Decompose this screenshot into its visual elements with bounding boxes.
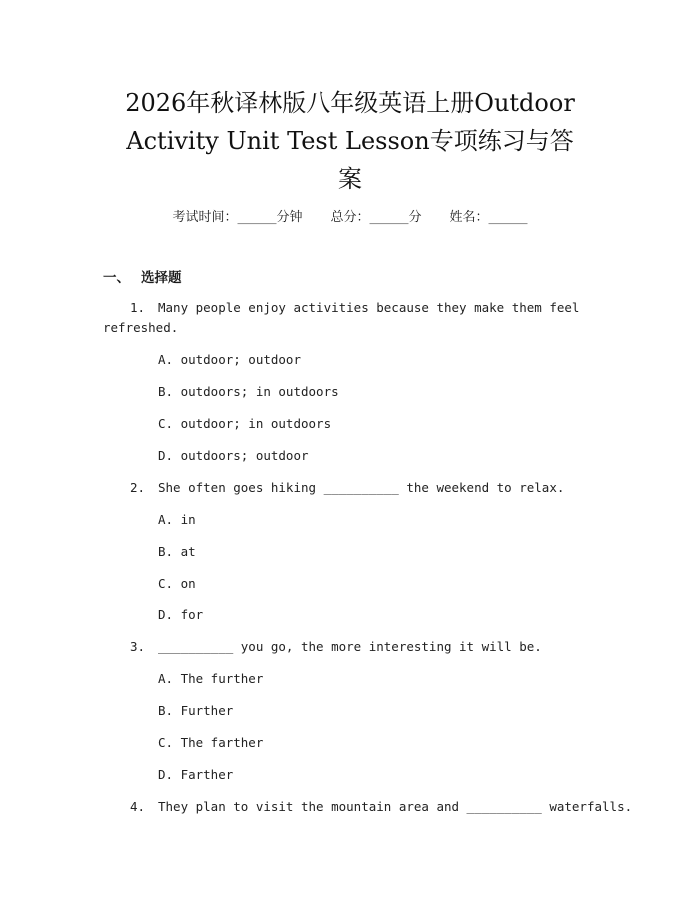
title-line-2: Activity Unit Test Lesson专项练习与答 <box>126 127 574 155</box>
option-c: C. outdoor; in outdoors <box>158 416 332 431</box>
section-label: 选择题 <box>141 270 182 286</box>
question-number: 3. <box>130 639 146 654</box>
exam-score: 总分：______分 <box>330 210 422 225</box>
question-number: 1. <box>130 300 146 315</box>
section-number: 一、 <box>103 270 130 286</box>
option-b: B. at <box>158 544 196 559</box>
option-a: A. in <box>158 512 196 527</box>
exam-time: 考试时间：______分钟 <box>172 210 303 225</box>
option-a: A. The further <box>158 671 264 686</box>
section-heading <box>103 266 182 286</box>
option-c: C. on <box>158 576 196 591</box>
title-line-3: 案 <box>338 165 362 193</box>
question-text: They plan to visit the mountain area and __________ waterfalls. <box>158 799 633 814</box>
exam-info <box>0 206 700 225</box>
option-d: D. outdoors; outdoor <box>158 448 309 463</box>
option-c: C. The farther <box>158 735 264 750</box>
option-a: A. outdoor; outdoor <box>158 352 301 367</box>
question-text: Many people enjoy activities because they make them feel <box>158 300 580 315</box>
option-d: D. Farther <box>158 767 234 782</box>
title-line-1: 2026年秋译林版八年级英语上册Outdoor <box>125 89 575 117</box>
document-title <box>60 84 640 198</box>
question-number: 2. <box>130 480 146 495</box>
option-d: D. for <box>158 607 204 622</box>
question-text: __________ you go, the more interesting it will be. <box>158 639 542 654</box>
question-text: She often goes hiking __________ the weekend to relax. <box>158 480 565 495</box>
question-number: 4. <box>130 799 146 814</box>
student-name: 姓名：______ <box>449 210 528 225</box>
option-b: B. Further <box>158 703 234 718</box>
option-b: B. outdoors; in outdoors <box>158 384 339 399</box>
question-text-continued: refreshed. <box>103 320 179 335</box>
